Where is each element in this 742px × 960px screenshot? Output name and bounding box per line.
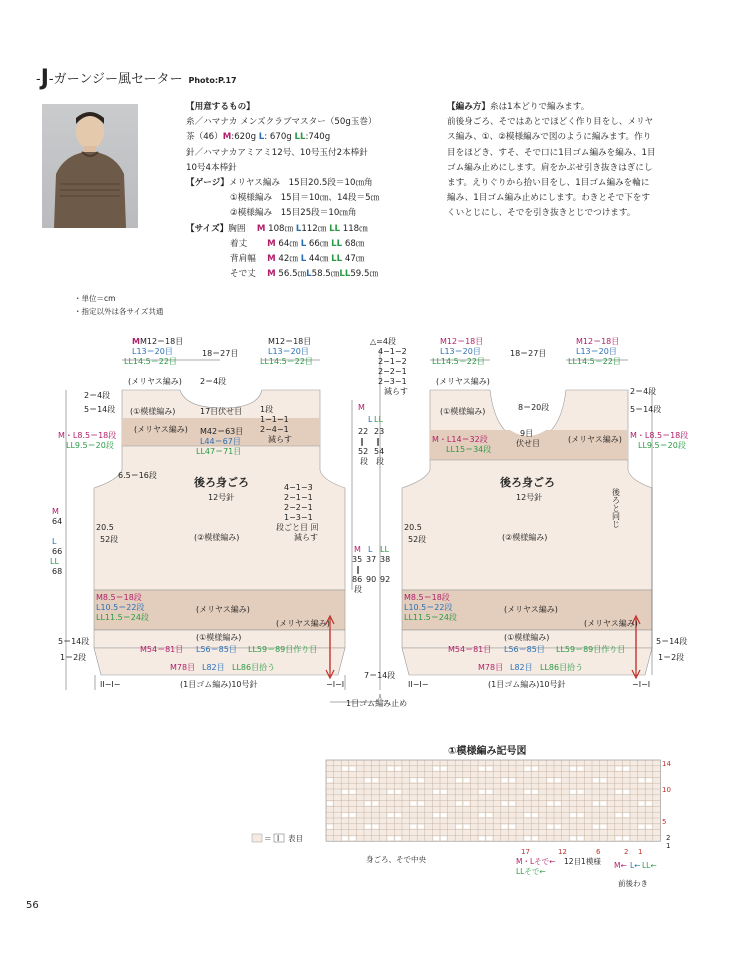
front-title: 後ろ身ごろ [500, 476, 555, 489]
left-ll-value: 68 [52, 567, 63, 576]
back-arm-dec-3: 1−3−1 [284, 513, 313, 522]
chart-knit-cell [616, 813, 622, 817]
front-shoulder-l-right: L13＝20目 [576, 347, 617, 356]
chart-title: ①模様編み記号図 [448, 746, 527, 757]
back-side-rows: 52段 [100, 535, 119, 544]
center-body-92: 92 [380, 575, 391, 584]
chart-knit-cell [441, 767, 447, 771]
chart-knit-cell [525, 813, 531, 817]
chart-knit-cell [646, 802, 652, 806]
back-arm-dec-4: 段ごと目 回 [276, 523, 319, 532]
chart-knit-cell [388, 767, 394, 771]
chart-knit-cell [441, 790, 447, 794]
front-needle: 12号針 [516, 493, 543, 502]
chart-knit-cell [433, 767, 439, 771]
chart-knit-cell [433, 836, 439, 840]
pattern-chart [246, 756, 696, 896]
chart-knit-cell [502, 802, 508, 806]
chart-knit-cell [411, 802, 417, 806]
front-lower-l: L10.5＝22段 [404, 603, 453, 612]
front-center-stitches: 18＝27目 [510, 349, 547, 358]
row-label-2: 2 [666, 834, 671, 842]
back-yoke-l: L44＝67目 [200, 437, 241, 446]
left-rows-ml: M・L8.5＝18段 [58, 431, 117, 440]
front-rib-mark: II−I− [408, 680, 429, 689]
chart-knit-cell [464, 778, 470, 782]
back-pattern1: (①模様編み) [130, 407, 176, 416]
front-shoulder-m-right: M12＝18目 [576, 337, 620, 346]
front-lower-jersey: (メリヤス編み) [504, 605, 558, 614]
col-label-6: 6 [596, 848, 601, 856]
center-m-1: ∥ [360, 437, 364, 446]
back-cast-m: M54＝81目 [140, 645, 184, 654]
row-label-1: 1 [666, 842, 671, 850]
center-dec-3: 2−3−1 [378, 377, 407, 386]
chart-knit-cell [433, 813, 439, 817]
chart-knit-cell [327, 802, 333, 806]
chart-bottom-m: M← [614, 861, 627, 870]
chart-knit-cell [509, 825, 515, 829]
row-label-5: 5 [662, 818, 667, 826]
back-cast-l: L56＝85目 [196, 645, 237, 654]
chart-ml-sode: M・Lそで← [516, 857, 556, 866]
chart-knit-cell [646, 778, 652, 782]
front-rows-5: 5＝14段 [656, 637, 688, 646]
center-l: L [368, 415, 373, 424]
center-finish: 1目ゴム編み止め [346, 699, 408, 708]
chart-knit-cell [456, 802, 462, 806]
front-shoulder-ll: LL14.5＝22目 [432, 357, 485, 366]
front-neck-bind2: 伏せ目 [516, 439, 540, 448]
center-body-90: 90 [366, 575, 377, 584]
back-jersey-yoke: (メリヤス編み) [134, 425, 188, 434]
center-ll: LL [374, 415, 383, 424]
note-unit: ・単位＝cm [74, 294, 116, 303]
front-shoulder-l: L13＝20目 [440, 347, 481, 356]
chart-knit-cell [350, 790, 356, 794]
left-rows-5: 5＝14段 [84, 405, 116, 414]
chart-knit-cell [441, 836, 447, 840]
left-l-value: 66 [52, 547, 63, 556]
center-body-37: 37 [366, 555, 377, 564]
chart-bottom-ll: LL← [642, 861, 657, 870]
front-pick-ll: LL86目拾う [540, 663, 584, 672]
chart-knit-cell [532, 790, 538, 794]
back-neck-dec-0: 1段 [260, 405, 274, 414]
front-rib-mark2: −I−I [632, 680, 651, 689]
left-rows-2: 2＝4段 [84, 391, 111, 400]
chart-knit-cell [532, 813, 538, 817]
back-cast-ll: LL59＝89目作り目 [248, 645, 318, 654]
chart-knit-cell [601, 778, 607, 782]
back-neck-dec-1: 1−1−1 [260, 415, 289, 424]
chart-knit-cell [616, 767, 622, 771]
col-label-12: 12 [558, 848, 567, 856]
back-shoulder-l-right: L13＝20目 [268, 347, 309, 356]
right-rows-5: 5＝14段 [630, 405, 662, 414]
front-lower-jersey-right: (メリヤス編み) [584, 619, 638, 628]
back-title: 後ろ身ごろ [194, 476, 249, 489]
col-label-17: 17 [521, 848, 530, 856]
chart-repeat: 12目1模様 [564, 857, 601, 866]
chart-knit-cell [570, 790, 576, 794]
chart-knit-cell [555, 825, 561, 829]
back-armhole-rows: 6.5＝16段 [118, 471, 157, 480]
center-body-ll: LL [380, 545, 389, 554]
back-neck-dec-2: 2−4−1 [260, 425, 289, 434]
chart-side-label: 前後わき [618, 879, 648, 888]
chart-knit-cell [464, 825, 470, 829]
legend-sym: I [277, 834, 280, 843]
chart-knit-cell [570, 813, 576, 817]
chart-knit-cell [456, 825, 462, 829]
left-m-value: 64 [52, 517, 63, 526]
back-rows-5: 5＝14段 [58, 637, 90, 646]
chart-knit-cell [547, 825, 553, 829]
chart-center-note: 身ごろ、そで中央 [366, 855, 426, 864]
left-m-label: M [52, 507, 59, 516]
front-cast-l: L56＝85目 [504, 645, 545, 654]
back-side: 20.5 [96, 523, 114, 532]
chart-knit-cell [525, 790, 531, 794]
chart-knit-cell [547, 778, 553, 782]
front-cast-ll: LL59＝89目作り目 [556, 645, 626, 654]
center-dec-1: 2−1−2 [378, 357, 407, 366]
chart-knit-cell [365, 778, 371, 782]
right-rows-ml: M・L8.5＝18段 [630, 431, 689, 440]
back-lower-jersey-right: (メリヤス編み) [276, 619, 330, 628]
front-yoke-ll: LL15＝34段 [446, 445, 492, 454]
back-neck-dec-3: 減らす [268, 435, 292, 444]
chart-knit-cell [395, 790, 401, 794]
back-shoulder-l: L13＝20目 [132, 347, 173, 356]
chart-knit-cell [373, 825, 379, 829]
chart-knit-cell [395, 813, 401, 817]
chart-knit-cell [373, 802, 379, 806]
chart-knit-cell [456, 778, 462, 782]
front-jersey-yoke: (メリヤス編み) [568, 435, 622, 444]
back-center-stitches: 18＝27目 [202, 349, 239, 358]
front-side-rows: 52段 [408, 535, 427, 544]
chart-knit-cell [578, 836, 584, 840]
back-jersey-top: (メリヤス編み) [128, 377, 182, 386]
center-m-2: 52 [358, 447, 369, 456]
front-side: 20.5 [404, 523, 422, 532]
front-jersey-top: (メリヤス編み) [436, 377, 490, 386]
back-shoulder-ll: LL14.5＝22目 [124, 357, 177, 366]
model-photo [42, 104, 138, 228]
chart-knit-cell [418, 802, 424, 806]
left-ll-label: LL [50, 557, 59, 566]
chart-knit-cell [418, 825, 424, 829]
back-pick-m: M78目 [170, 663, 196, 672]
row-label-10: 10 [662, 786, 671, 794]
front-pattern1: (①模様編み) [440, 407, 486, 416]
chart-knit-cell [616, 836, 622, 840]
back-lower-m: M8.5＝18段 [96, 593, 142, 602]
chart-knit-cell [479, 767, 485, 771]
chart-knit-cell [623, 790, 629, 794]
back-neck-rows: 2＝4段 [200, 377, 227, 386]
chart-knit-cell [350, 813, 356, 817]
center-body-86: 86 [352, 575, 363, 584]
front-rib: (1目ゴム編み)10号針 [488, 680, 566, 689]
chart-knit-cell [388, 836, 394, 840]
front-neck-rows: 8＝20段 [518, 403, 550, 412]
chart-knit-cell [578, 790, 584, 794]
back-rows-1: 1＝2段 [60, 653, 87, 662]
back-shoulder-m-right: M12＝18目 [268, 337, 312, 346]
schematic-diagram [0, 330, 742, 730]
back-rib-mark2: −I−I [326, 680, 345, 689]
chart-knit-cell [342, 767, 348, 771]
chart-knit-cell [479, 836, 485, 840]
center-body-eq: ∥ [356, 565, 360, 574]
chart-knit-cell [327, 778, 333, 782]
chart-knit-cell [411, 825, 417, 829]
note-common: ・指定以外は各サイズ共通 [74, 307, 164, 316]
chart-knit-cell [578, 767, 584, 771]
back-lower-l: L10.5＝22段 [96, 603, 145, 612]
row-label-14: 14 [662, 760, 671, 768]
chart-knit-cell [639, 825, 645, 829]
chart-knit-cell [593, 825, 599, 829]
chart-knit-cell [342, 813, 348, 817]
chart-bottom-l: L← [630, 861, 641, 870]
front-shoulder-ll-right: LL14.5＝22目 [568, 357, 621, 366]
chart-knit-cell [487, 767, 493, 771]
chart-knit-cell [388, 790, 394, 794]
back-pattern2: (②模様編み) [194, 533, 240, 542]
chart-knit-cell [570, 836, 576, 840]
center-body-38: 38 [380, 555, 391, 564]
chart-knit-cell [623, 836, 629, 840]
chart-knit-cell [418, 778, 424, 782]
back-rib-mark: II−I− [100, 680, 121, 689]
chart-knit-cell [601, 825, 607, 829]
chart-knit-cell [578, 813, 584, 817]
legend-txt: 表目 [288, 834, 303, 843]
back-rib: (1目ゴム編み)10号針 [180, 680, 258, 689]
chart-knit-cell [342, 836, 348, 840]
chart-knit-cell [487, 836, 493, 840]
chart-knit-cell [593, 802, 599, 806]
center-body-rows: 段 [354, 585, 362, 594]
center-ll-0: 23 [374, 427, 385, 436]
front-pick-m: M78目 [478, 663, 504, 672]
chart-knit-cell [570, 767, 576, 771]
chart-knit-cell [502, 825, 508, 829]
chart-knit-cell [327, 825, 333, 829]
front-same-as-back: 後ろと同じ [611, 488, 621, 528]
chart-knit-cell [509, 778, 515, 782]
method-block: 【編み方】糸は1本どりで編みます。 前後身ごろ、そではあとでほどく作り目をし、メリヤ ス編み、①、②模様編みで図のように編みます。作り 目をほどき、すそ、そで口に1目ゴム編みを編み、1目 ゴム編み止めにします。肩をかぶせ引き抜きはぎにし ます。えりぐりから拾い目をし、1目ゴム編みを輪に 編み、1目ゴム編み止めにします。わきとそで下をす くいとじにし、そでを引き抜きとじでつけます。 [447, 102, 656, 219]
front-pick-l: L82目 [510, 663, 533, 672]
chart-knit-cell [350, 767, 356, 771]
chart-knit-cell [479, 813, 485, 817]
chart-knit-cell [365, 802, 371, 806]
chart-knit-cell [509, 802, 515, 806]
front-shoulder-m: M12＝18目 [440, 337, 484, 346]
center-ll-1: ∥ [376, 437, 380, 446]
front-rows-1: 1＝2段 [658, 653, 685, 662]
pattern-title: -J-ガーンジー風セーター Photo:P.17 [36, 66, 237, 91]
right-rows-ll: LL9.5＝20段 [638, 441, 686, 450]
center-m-0: 22 [358, 427, 369, 436]
chart-knit-cell [525, 836, 531, 840]
page-number: 56 [26, 900, 39, 911]
back-arm-dec-5: 減らす [294, 533, 318, 542]
front-lower-pattern1: (①模様編み) [504, 633, 550, 642]
right-rows-2: 2＝4段 [630, 387, 657, 396]
chart-knit-cell [373, 778, 379, 782]
chart-knit-cell [411, 778, 417, 782]
center-dec-2: 2−2−1 [378, 367, 407, 376]
back-shoulder-m: M12＝18目 [139, 337, 184, 346]
front-pattern2: (②模様編み) [502, 533, 548, 542]
back-arm-dec-1: 2−1−1 [284, 493, 313, 502]
front-lower-m: M8.5＝18段 [404, 593, 450, 602]
chart-knit-cell [616, 790, 622, 794]
chart-knit-cell [639, 802, 645, 806]
chart-knit-cell [532, 836, 538, 840]
left-rows-ll: LL9.5＝20段 [66, 441, 114, 450]
back-needle: 12号針 [208, 493, 235, 502]
center-body-35: 35 [352, 555, 363, 564]
back-neck-bind: 17目伏せ目 [200, 407, 243, 416]
col-label-1: 1 [638, 848, 643, 856]
front-yoke-ml: M・L14＝32段 [432, 435, 488, 444]
col-label-2: 2 [624, 848, 629, 856]
chart-knit-cell [365, 825, 371, 829]
back-shoulder-ll-right: LL14.5＝22目 [260, 357, 313, 366]
back-yoke-m: M42＝63目 [200, 427, 244, 436]
back-lower-pattern1: (①模様編み) [196, 633, 242, 642]
left-l-label: L [52, 537, 57, 546]
svg-text:MM12＝18目: MM12＝18目 [132, 337, 184, 346]
materials-block: 【用意するもの】 糸／ハマナカ メンズクラブマスター（50g玉巻） 茶（46）M:620g L: 670g LL:740g 針／ハマナカアミアミ12号、10号玉付2本棒針 10号4本棒針 【ゲージ】メリヤス編み 15目20.5段＝10㎝角 ①模様編み 15目＝10㎝、14段＝5㎝ ②模様編み 15目25段＝10㎝角 【サイズ】胸囲 M 108㎝ L112㎝ LL 118㎝ 着丈 M 64㎝ L 66㎝ LL 68㎝ 背肩幅 M 42㎝ L 44㎝ LL 47㎝ そで丈 M 56.5㎝L58.5㎝LL59.5㎝ [186, 102, 380, 280]
chart-knit-cell [487, 790, 493, 794]
chart-knit-cell [532, 767, 538, 771]
chart-knit-cell [464, 802, 470, 806]
chart-knit-cell [547, 802, 553, 806]
back-arm-dec-2: 2−2−1 [284, 503, 313, 512]
center-body-m: M [354, 545, 361, 554]
chart-knit-cell [502, 778, 508, 782]
center-ll-2: 54 [374, 447, 385, 456]
chart-knit-cell [350, 836, 356, 840]
chart-knit-cell [342, 790, 348, 794]
chart-knit-cell [646, 825, 652, 829]
chart-knit-cell [479, 790, 485, 794]
chart-knit-cell [395, 836, 401, 840]
chart-knit-cell [395, 767, 401, 771]
chart-knit-cell [623, 813, 629, 817]
center-m-3: 段 [360, 457, 368, 466]
chart-knit-cell [639, 778, 645, 782]
chart-knit-cell [388, 813, 394, 817]
chart-knit-cell [623, 767, 629, 771]
center-body-l: L [368, 545, 373, 554]
center-neck: △=4段 [370, 337, 396, 346]
chart-knit-cell [441, 813, 447, 817]
front-lower-ll: LL11.5＝24段 [404, 613, 457, 622]
back-yoke-ll: LL47＝71目 [196, 447, 242, 456]
center-dec-4: 減らす [384, 387, 408, 396]
chart-knit-cell [593, 778, 599, 782]
chart-knit-cell [555, 778, 561, 782]
chart-knit-cell [601, 802, 607, 806]
chart-knit-cell [525, 767, 531, 771]
chart-knit-cell [433, 790, 439, 794]
chart-knit-cell [555, 802, 561, 806]
back-pick-ll: LL86目拾う [232, 663, 276, 672]
front-neck-bind: 9目 [520, 429, 534, 438]
legend-eq: ＝ [264, 834, 272, 843]
center-ll-3: 段 [376, 457, 384, 466]
front-cast-m: M54＝81目 [448, 645, 492, 654]
center-seven: 7＝14段 [364, 671, 396, 680]
back-pick-l: L82目 [202, 663, 225, 672]
center-m: M [358, 403, 365, 412]
back-arm-dec-0: 4−1−3 [284, 483, 313, 492]
back-lower-jersey: (メリヤス編み) [196, 605, 250, 614]
chart-knit-cell [487, 813, 493, 817]
chart-ll-sode: LLそで← [516, 867, 546, 876]
back-lower-ll: LL11.5＝24段 [96, 613, 149, 622]
center-dec-0: 4−1−2 [378, 347, 407, 356]
